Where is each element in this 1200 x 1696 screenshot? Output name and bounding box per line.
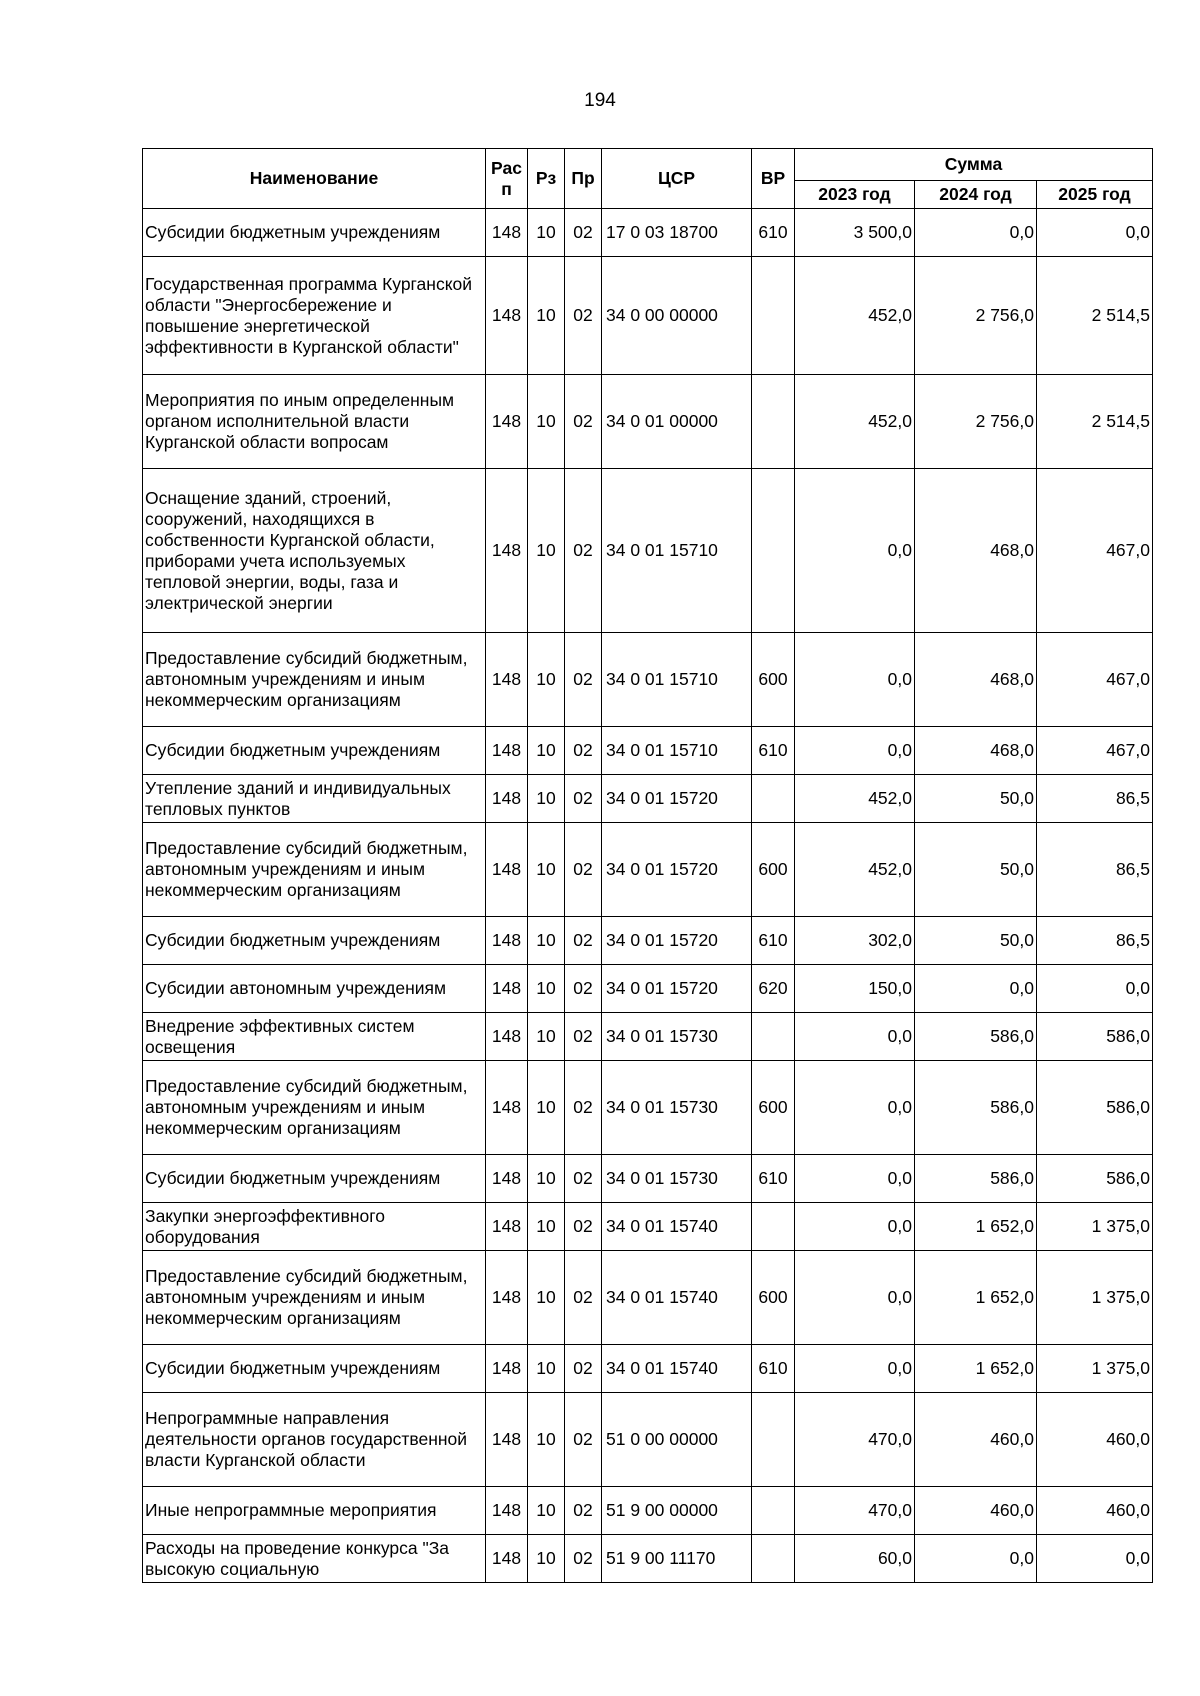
- cell-rasp: 148: [486, 209, 528, 257]
- header-csr: ЦСР: [602, 149, 752, 209]
- cell-name: Субсидии бюджетным учреждениям: [143, 1155, 486, 1203]
- cell-rz: 10: [528, 823, 565, 917]
- cell-name: Иные непрограммные мероприятия: [143, 1487, 486, 1535]
- cell-rasp: 148: [486, 469, 528, 633]
- cell-y2024: 1 652,0: [915, 1345, 1037, 1393]
- cell-y2024: 2 756,0: [915, 257, 1037, 375]
- cell-y2023: 302,0: [795, 917, 915, 965]
- cell-y2023: 452,0: [795, 257, 915, 375]
- cell-y2025: 0,0: [1037, 209, 1153, 257]
- cell-name: Расходы на проведение конкурса "За высокую социальную: [143, 1535, 486, 1583]
- cell-y2023: 452,0: [795, 823, 915, 917]
- table-row: [143, 1251, 1153, 1345]
- cell-vr: [752, 1393, 795, 1487]
- cell-rasp: 148: [486, 1345, 528, 1393]
- cell-name: Предоставление субсидий бюджетным, автономным учреждениям и иным некоммерческим организациям: [143, 823, 486, 917]
- cell-csr: 34 0 01 15720: [602, 917, 752, 965]
- header-sum: Сумма: [795, 149, 1153, 181]
- cell-rz: 10: [528, 917, 565, 965]
- cell-rz: 10: [528, 1155, 565, 1203]
- header-vr: ВР: [752, 149, 795, 209]
- cell-csr: 34 0 01 15720: [602, 965, 752, 1013]
- table-row: [143, 1061, 1153, 1155]
- cell-name: Внедрение эффективных систем освещения: [143, 1013, 486, 1061]
- cell-pr: 02: [565, 469, 602, 633]
- cell-pr: 02: [565, 823, 602, 917]
- cell-rasp: 148: [486, 775, 528, 823]
- cell-vr: 620: [752, 965, 795, 1013]
- cell-y2025: 586,0: [1037, 1013, 1153, 1061]
- cell-rz: 10: [528, 1345, 565, 1393]
- cell-vr: 610: [752, 209, 795, 257]
- cell-rasp: 148: [486, 1013, 528, 1061]
- cell-y2025: 586,0: [1037, 1061, 1153, 1155]
- cell-y2024: 0,0: [915, 965, 1037, 1013]
- cell-y2023: 3 500,0: [795, 209, 915, 257]
- cell-pr: 02: [565, 1203, 602, 1251]
- cell-y2025: 467,0: [1037, 469, 1153, 633]
- cell-name: Субсидии бюджетным учреждениям: [143, 727, 486, 775]
- cell-y2024: 50,0: [915, 775, 1037, 823]
- cell-y2025: 467,0: [1037, 727, 1153, 775]
- cell-y2023: 0,0: [795, 1013, 915, 1061]
- table-body: [143, 209, 1153, 1583]
- cell-pr: 02: [565, 1487, 602, 1535]
- table-row: [143, 209, 1153, 257]
- cell-csr: 34 0 01 15710: [602, 727, 752, 775]
- cell-y2025: 1 375,0: [1037, 1251, 1153, 1345]
- cell-y2025: 86,5: [1037, 823, 1153, 917]
- cell-name: Утепление зданий и индивидуальных тепловых пунктов: [143, 775, 486, 823]
- cell-pr: 02: [565, 775, 602, 823]
- cell-rz: 10: [528, 633, 565, 727]
- cell-rz: 10: [528, 965, 565, 1013]
- cell-pr: 02: [565, 1535, 602, 1583]
- cell-rasp: 148: [486, 375, 528, 469]
- cell-vr: [752, 1203, 795, 1251]
- cell-y2023: 60,0: [795, 1535, 915, 1583]
- cell-y2023: 0,0: [795, 1203, 915, 1251]
- cell-y2025: 586,0: [1037, 1155, 1153, 1203]
- cell-rasp: 148: [486, 823, 528, 917]
- cell-rasp: 148: [486, 1487, 528, 1535]
- cell-y2025: 86,5: [1037, 775, 1153, 823]
- table-row: [143, 1203, 1153, 1251]
- cell-csr: 34 0 01 00000: [602, 375, 752, 469]
- table-row: [143, 469, 1153, 633]
- header-rasp: Рас п: [486, 149, 528, 209]
- cell-csr: 34 0 01 15730: [602, 1155, 752, 1203]
- cell-rz: 10: [528, 1487, 565, 1535]
- table-row: [143, 823, 1153, 917]
- cell-vr: [752, 469, 795, 633]
- cell-rasp: 148: [486, 965, 528, 1013]
- cell-name: Непрограммные направления деятельности органов государственной власти Курганской области: [143, 1393, 486, 1487]
- cell-csr: 34 0 01 15720: [602, 775, 752, 823]
- cell-y2024: 50,0: [915, 823, 1037, 917]
- cell-name: Мероприятия по иным определенным органом исполнительной власти Курганской области вопросам: [143, 375, 486, 469]
- cell-y2024: 586,0: [915, 1155, 1037, 1203]
- table-row: [143, 965, 1153, 1013]
- cell-y2023: 0,0: [795, 469, 915, 633]
- cell-y2023: 452,0: [795, 375, 915, 469]
- cell-vr: [752, 1013, 795, 1061]
- cell-vr: [752, 257, 795, 375]
- cell-pr: 02: [565, 257, 602, 375]
- cell-vr: [752, 1535, 795, 1583]
- cell-pr: 02: [565, 209, 602, 257]
- cell-csr: 51 9 00 11170: [602, 1535, 752, 1583]
- cell-rz: 10: [528, 209, 565, 257]
- table-row: [143, 1155, 1153, 1203]
- table-row: [143, 633, 1153, 727]
- cell-y2024: 2 756,0: [915, 375, 1037, 469]
- cell-name: Предоставление субсидий бюджетным, автономным учреждениям и иным некоммерческим организациям: [143, 1061, 486, 1155]
- cell-rz: 10: [528, 727, 565, 775]
- cell-y2024: 468,0: [915, 633, 1037, 727]
- cell-csr: 17 0 03 18700: [602, 209, 752, 257]
- cell-rasp: 148: [486, 257, 528, 375]
- cell-name: Субсидии бюджетным учреждениям: [143, 1345, 486, 1393]
- cell-csr: 34 0 01 15740: [602, 1251, 752, 1345]
- cell-vr: 610: [752, 727, 795, 775]
- cell-y2025: 467,0: [1037, 633, 1153, 727]
- table-row: [143, 1345, 1153, 1393]
- table-row: [143, 375, 1153, 469]
- header-name: Наименование: [143, 149, 486, 209]
- table-row: [143, 727, 1153, 775]
- cell-y2024: 0,0: [915, 209, 1037, 257]
- cell-pr: 02: [565, 1013, 602, 1061]
- cell-name: Субсидии бюджетным учреждениям: [143, 917, 486, 965]
- table-row: [143, 917, 1153, 965]
- cell-csr: 34 0 01 15740: [602, 1203, 752, 1251]
- table-header: [143, 149, 1153, 209]
- cell-y2023: 0,0: [795, 1155, 915, 1203]
- cell-csr: 34 0 00 00000: [602, 257, 752, 375]
- cell-y2025: 0,0: [1037, 1535, 1153, 1583]
- cell-y2024: 1 652,0: [915, 1251, 1037, 1345]
- cell-vr: [752, 1487, 795, 1535]
- cell-rasp: 148: [486, 917, 528, 965]
- cell-csr: 34 0 01 15730: [602, 1013, 752, 1061]
- cell-vr: 600: [752, 1061, 795, 1155]
- cell-pr: 02: [565, 633, 602, 727]
- cell-pr: 02: [565, 1061, 602, 1155]
- cell-pr: 02: [565, 917, 602, 965]
- header-pr: Пр: [565, 149, 602, 209]
- header-rz: Рз: [528, 149, 565, 209]
- cell-y2024: 460,0: [915, 1393, 1037, 1487]
- cell-rasp: 148: [486, 1251, 528, 1345]
- cell-name: Предоставление субсидий бюджетным, автономным учреждениям и иным некоммерческим организациям: [143, 633, 486, 727]
- cell-name: Предоставление субсидий бюджетным, автономным учреждениям и иным некоммерческим организациям: [143, 1251, 486, 1345]
- table-row: [143, 1393, 1153, 1487]
- cell-vr: [752, 775, 795, 823]
- cell-y2025: 0,0: [1037, 965, 1153, 1013]
- cell-name: Закупки энергоэффективного оборудования: [143, 1203, 486, 1251]
- cell-csr: 51 9 00 00000: [602, 1487, 752, 1535]
- budget-table: [142, 148, 1153, 1583]
- cell-y2023: 0,0: [795, 1061, 915, 1155]
- cell-name: Оснащение зданий, строений, сооружений, находящихся в собственности Курганской области, приборами учета используемых тепловой энергии, воды, газа и электрической энергии: [143, 469, 486, 633]
- header-year-2023: 2023 год: [795, 181, 915, 209]
- cell-rz: 10: [528, 469, 565, 633]
- cell-pr: 02: [565, 1393, 602, 1487]
- cell-rasp: 148: [486, 1155, 528, 1203]
- header-year-2025: 2025 год: [1037, 181, 1153, 209]
- cell-y2025: 1 375,0: [1037, 1203, 1153, 1251]
- cell-y2025: 2 514,5: [1037, 257, 1153, 375]
- table-row: [143, 1535, 1153, 1583]
- cell-y2025: 86,5: [1037, 917, 1153, 965]
- cell-csr: 34 0 01 15740: [602, 1345, 752, 1393]
- cell-y2025: 2 514,5: [1037, 375, 1153, 469]
- table-row: [143, 775, 1153, 823]
- cell-y2025: 460,0: [1037, 1393, 1153, 1487]
- cell-rz: 10: [528, 375, 565, 469]
- cell-vr: 600: [752, 823, 795, 917]
- cell-vr: 610: [752, 1345, 795, 1393]
- cell-y2024: 50,0: [915, 917, 1037, 965]
- cell-y2023: 0,0: [795, 1345, 915, 1393]
- cell-csr: 51 0 00 00000: [602, 1393, 752, 1487]
- cell-rz: 10: [528, 1251, 565, 1345]
- cell-y2024: 468,0: [915, 469, 1037, 633]
- cell-pr: 02: [565, 1251, 602, 1345]
- cell-y2023: 0,0: [795, 633, 915, 727]
- cell-name: Субсидии бюджетным учреждениям: [143, 209, 486, 257]
- cell-y2024: 468,0: [915, 727, 1037, 775]
- cell-rz: 10: [528, 257, 565, 375]
- cell-pr: 02: [565, 965, 602, 1013]
- cell-csr: 34 0 01 15730: [602, 1061, 752, 1155]
- cell-y2023: 0,0: [795, 1251, 915, 1345]
- cell-y2024: 586,0: [915, 1013, 1037, 1061]
- cell-vr: 610: [752, 917, 795, 965]
- cell-vr: 610: [752, 1155, 795, 1203]
- cell-rasp: 148: [486, 1061, 528, 1155]
- cell-csr: 34 0 01 15710: [602, 469, 752, 633]
- cell-rz: 10: [528, 1393, 565, 1487]
- cell-vr: [752, 375, 795, 469]
- cell-rasp: 148: [486, 1535, 528, 1583]
- cell-rz: 10: [528, 1535, 565, 1583]
- cell-pr: 02: [565, 727, 602, 775]
- cell-pr: 02: [565, 1345, 602, 1393]
- table-row: [143, 1013, 1153, 1061]
- cell-vr: 600: [752, 633, 795, 727]
- cell-pr: 02: [565, 375, 602, 469]
- cell-y2023: 150,0: [795, 965, 915, 1013]
- cell-rasp: 148: [486, 727, 528, 775]
- cell-rz: 10: [528, 1013, 565, 1061]
- cell-name: Государственная программа Курганской области "Энергосбережение и повышение энергетической эффективности в Курганской области": [143, 257, 486, 375]
- header-year-2024: 2024 год: [915, 181, 1037, 209]
- table-row: [143, 1487, 1153, 1535]
- cell-pr: 02: [565, 1155, 602, 1203]
- cell-rasp: 148: [486, 633, 528, 727]
- cell-y2025: 460,0: [1037, 1487, 1153, 1535]
- cell-y2025: 1 375,0: [1037, 1345, 1153, 1393]
- table-row: [143, 257, 1153, 375]
- cell-y2023: 470,0: [795, 1393, 915, 1487]
- cell-y2024: 1 652,0: [915, 1203, 1037, 1251]
- cell-csr: 34 0 01 15710: [602, 633, 752, 727]
- cell-vr: 600: [752, 1251, 795, 1345]
- cell-y2024: 460,0: [915, 1487, 1037, 1535]
- cell-rasp: 148: [486, 1393, 528, 1487]
- cell-y2023: 0,0: [795, 727, 915, 775]
- cell-name: Субсидии автономным учреждениям: [143, 965, 486, 1013]
- cell-rasp: 148: [486, 1203, 528, 1251]
- cell-rz: 10: [528, 1203, 565, 1251]
- cell-rz: 10: [528, 775, 565, 823]
- cell-y2023: 452,0: [795, 775, 915, 823]
- cell-y2024: 586,0: [915, 1061, 1037, 1155]
- cell-y2023: 470,0: [795, 1487, 915, 1535]
- cell-csr: 34 0 01 15720: [602, 823, 752, 917]
- cell-rz: 10: [528, 1061, 565, 1155]
- cell-y2024: 0,0: [915, 1535, 1037, 1583]
- page-number: 194: [584, 90, 616, 111]
